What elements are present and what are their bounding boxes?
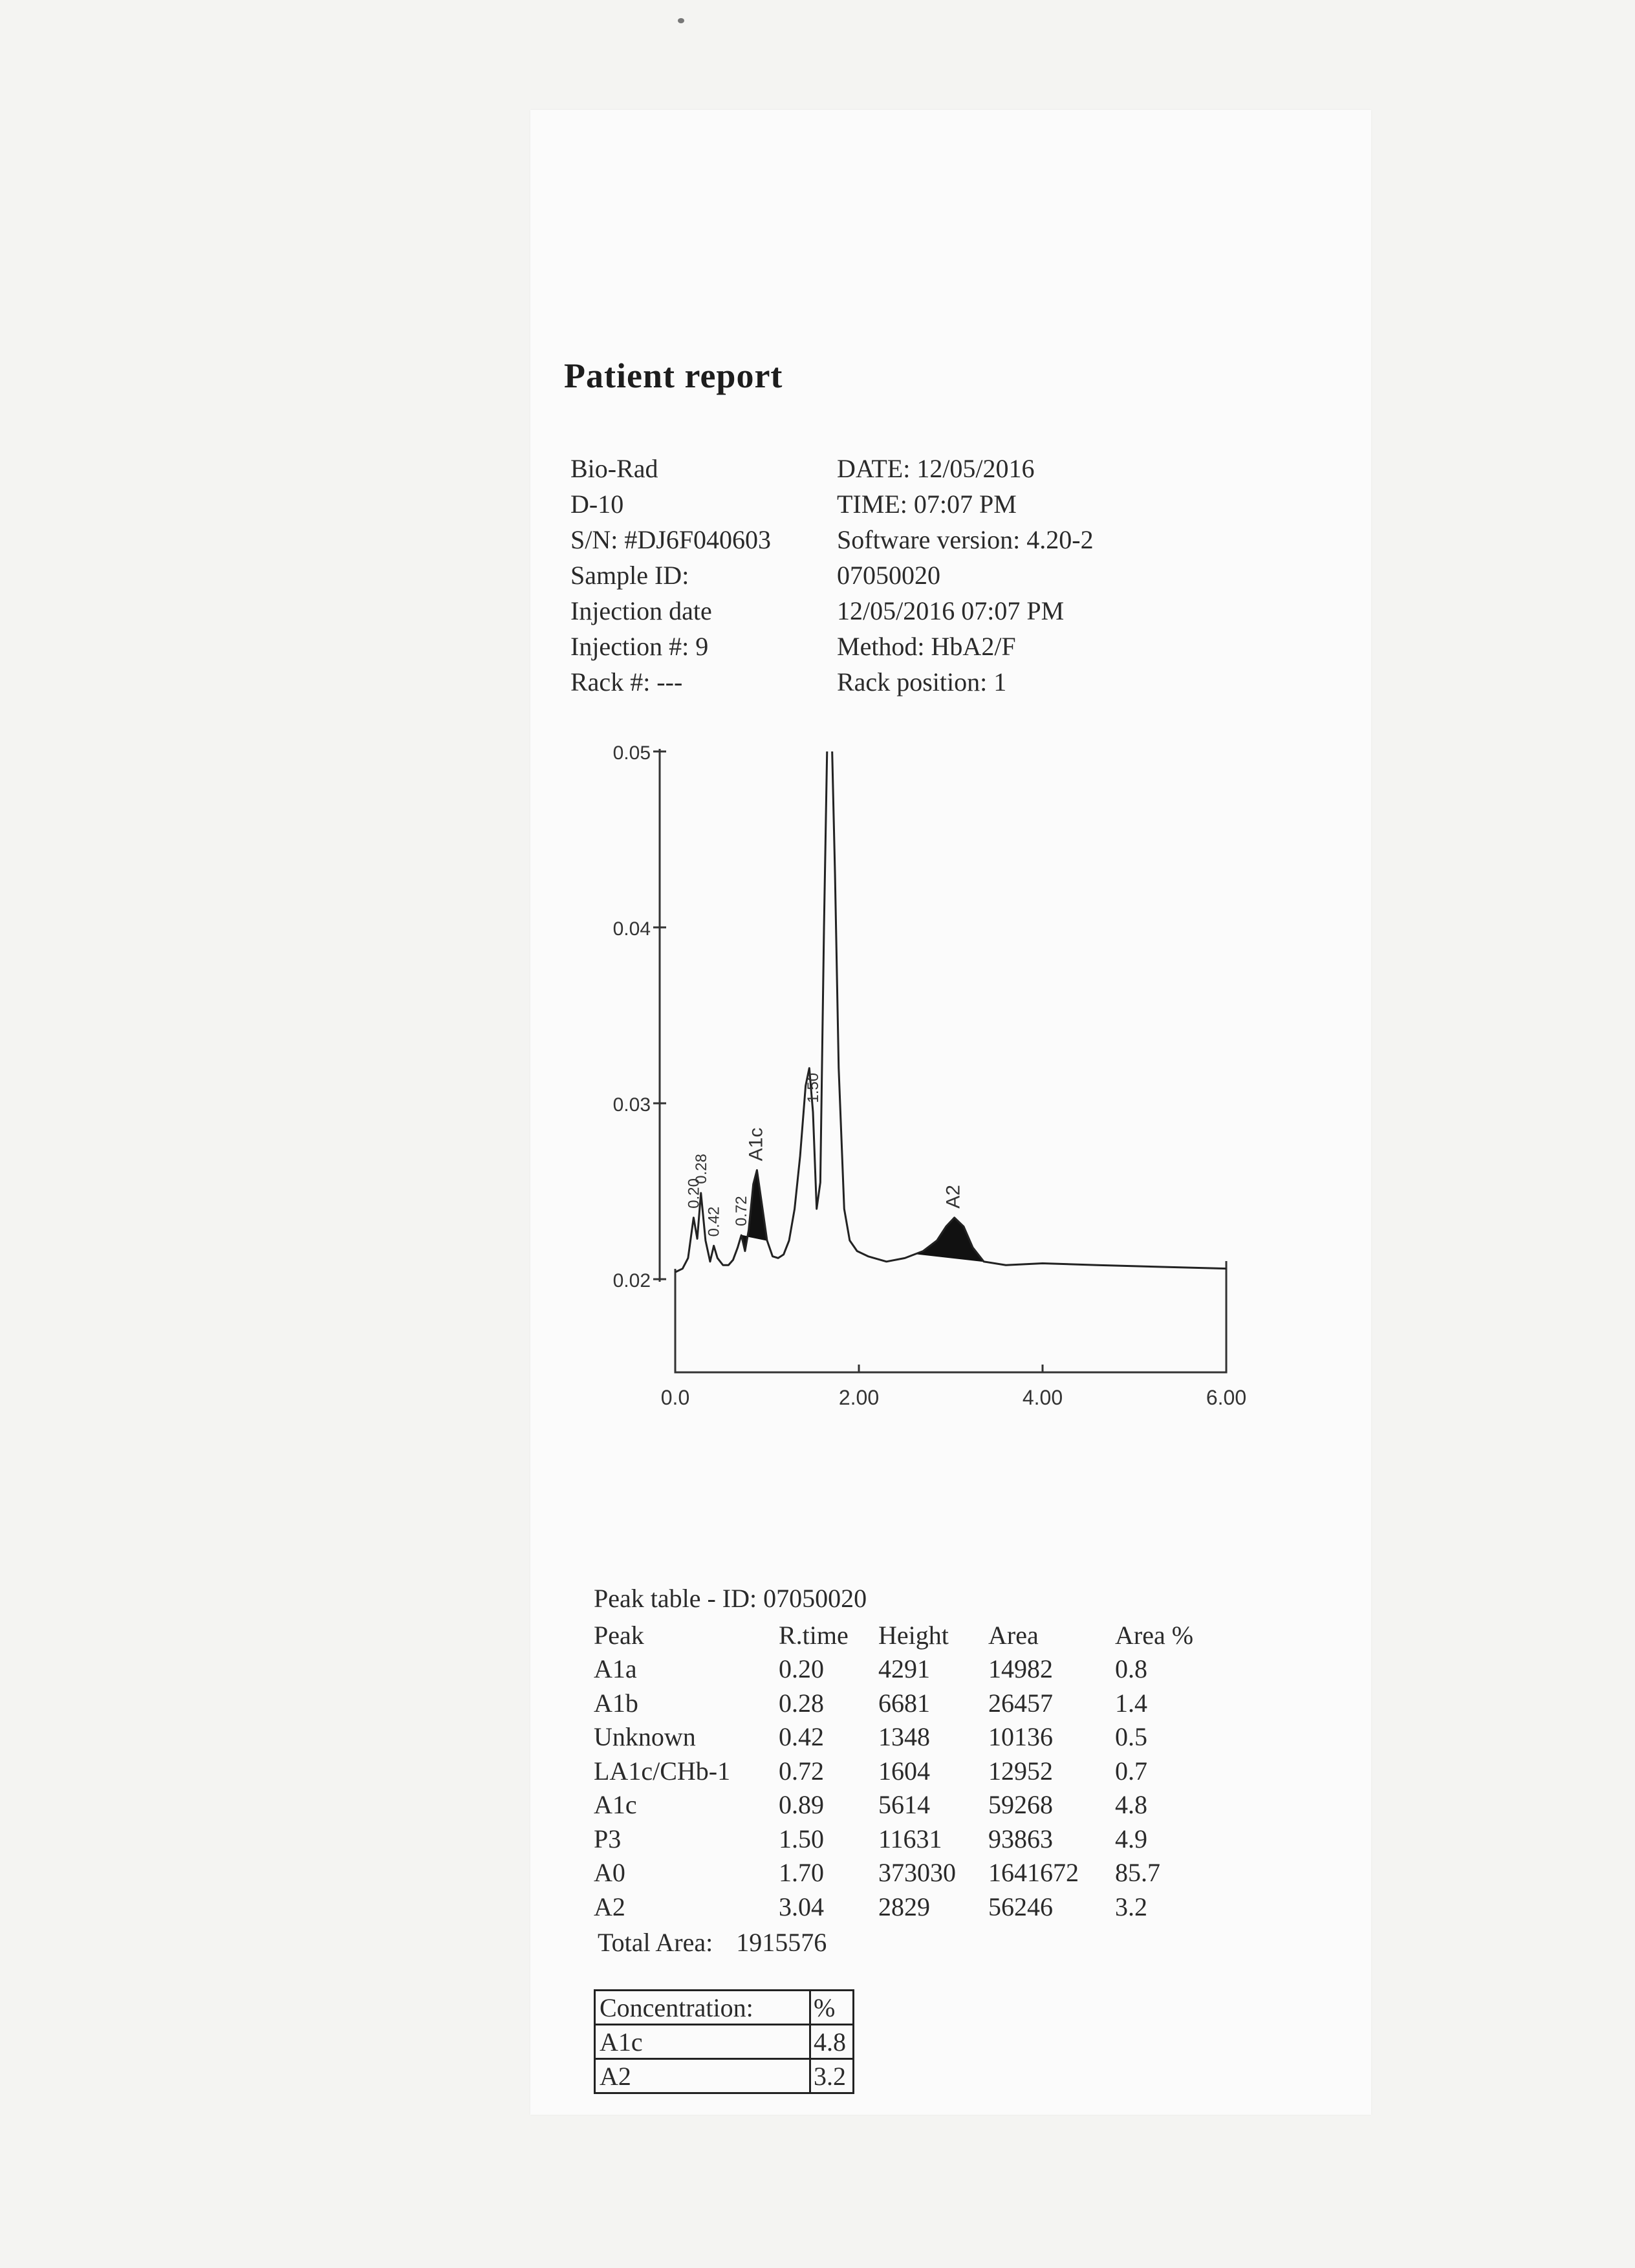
x-tick-label: 2.00 — [838, 1386, 880, 1409]
table-cell: 0.8 — [1115, 1654, 1147, 1684]
header-field-right: Software version: 4.20-2 — [837, 525, 1094, 554]
table-row — [594, 1856, 1218, 1890]
table-cell: 3.2 — [1115, 1892, 1147, 1921]
table-cell: 10136 — [988, 1722, 1053, 1752]
table-cell: A1b — [594, 1688, 638, 1718]
table-cell: 85.7 — [1115, 1858, 1160, 1888]
header-field-left: D-10 — [570, 490, 624, 519]
table-cell: 0.28 — [779, 1688, 824, 1718]
table-cell: A1c — [595, 2025, 810, 2059]
table-cell: Height — [878, 1620, 949, 1650]
peak-label: A2 — [942, 1185, 964, 1209]
header-field-left: Rack #: --- — [570, 667, 683, 697]
x-tick-label: 6.00 — [1206, 1386, 1247, 1409]
table-row — [594, 1720, 1218, 1755]
table-row — [595, 2025, 854, 2059]
table-row — [594, 1652, 1218, 1687]
table-cell: 1604 — [878, 1756, 930, 1786]
table-cell: 1.50 — [779, 1824, 824, 1853]
table-cell: A2 — [595, 2059, 810, 2093]
total-area — [598, 1927, 827, 1958]
x-axis-frame — [675, 1261, 1226, 1372]
table-cell: 373030 — [878, 1858, 956, 1888]
table-cell: 0.89 — [779, 1790, 824, 1820]
header-field-right: Rack position: 1 — [837, 667, 1007, 697]
header-field-left: Bio-Rad — [570, 454, 658, 483]
header-field-left: S/N: #DJ6F040603 — [570, 525, 772, 554]
table-cell: 4.8 — [810, 2025, 854, 2059]
header-field-left: Injection date — [570, 596, 712, 625]
header-field-right: 12/05/2016 07:07 PM — [837, 596, 1065, 625]
table-cell: 1.4 — [1115, 1688, 1147, 1718]
total-area-label: Total Area: — [598, 1928, 713, 1957]
table-cell: 14982 — [988, 1654, 1053, 1684]
table-cell: 2829 — [878, 1892, 930, 1921]
table-cell: A1a — [594, 1654, 637, 1684]
table-cell: LA1c/CHb-1 — [594, 1756, 731, 1786]
peak-table-title: Peak table - ID: 07050020 — [594, 1584, 867, 1613]
header-field-left: Injection #: 9 — [570, 632, 709, 661]
table-cell: 1348 — [878, 1722, 930, 1752]
y-tick-label: 0.04 — [612, 918, 651, 940]
table-cell: 4.9 — [1115, 1824, 1147, 1853]
table-cell: 6681 — [878, 1688, 930, 1718]
table-cell: Area — [988, 1620, 1039, 1650]
peak-label: 0.20 — [685, 1178, 703, 1209]
header-field-right: 07050020 — [837, 561, 940, 590]
peak-label: 1.50 — [805, 1072, 822, 1103]
concentration-header — [595, 1991, 854, 2025]
table-row — [594, 1754, 1218, 1788]
filled-peak-A2 — [916, 1218, 984, 1262]
y-tick-label: 0.05 — [612, 742, 651, 764]
table-cell: 0.42 — [779, 1722, 824, 1752]
table-cell: R.time — [779, 1620, 849, 1650]
table-cell: 3.04 — [779, 1892, 824, 1921]
peak-label: A1c — [745, 1127, 767, 1161]
header-field-right: Method: HbA2/F — [837, 632, 1016, 661]
table-cell: 1.70 — [779, 1858, 824, 1888]
total-area-value: 1915576 — [736, 1928, 827, 1957]
table-cell: Unknown — [594, 1722, 696, 1752]
header-field-left: Sample ID: — [570, 561, 689, 590]
table-cell: Concentration: — [595, 1991, 810, 2025]
table-cell: Peak — [594, 1620, 644, 1650]
peak-table — [594, 1618, 1218, 1924]
table-cell: A0 — [594, 1858, 625, 1888]
report-title: Patient report — [564, 356, 783, 395]
concentration-table — [594, 1989, 854, 2094]
table-cell: 11631 — [878, 1824, 942, 1853]
y-tick-label: 0.02 — [612, 1270, 651, 1291]
peak-label: 0.28 — [692, 1154, 710, 1184]
header-field-right: TIME: 07:07 PM — [837, 490, 1017, 519]
table-cell: 4.8 — [1115, 1790, 1147, 1820]
table-cell: 0.5 — [1115, 1722, 1147, 1752]
table-cell: % — [810, 1991, 854, 2025]
table-cell: 12952 — [988, 1756, 1053, 1786]
x-tick-label: 0.0 — [660, 1386, 690, 1409]
table-cell: A2 — [594, 1892, 625, 1921]
table-cell: 1641672 — [988, 1858, 1079, 1888]
y-tick-label: 0.03 — [612, 1094, 651, 1116]
table-row — [594, 1890, 1218, 1924]
table-cell: 3.2 — [810, 2059, 854, 2093]
table-row — [594, 1788, 1218, 1822]
table-cell: A1c — [594, 1790, 637, 1820]
table-cell: 26457 — [988, 1688, 1053, 1718]
table-cell: 5614 — [878, 1790, 930, 1820]
table-row — [594, 1822, 1218, 1856]
peak-label: 0.42 — [705, 1206, 723, 1237]
table-cell: 56246 — [988, 1892, 1053, 1921]
table-cell: P3 — [594, 1824, 622, 1853]
peak-label: 0.72 — [733, 1196, 751, 1226]
table-row — [594, 1686, 1218, 1720]
table-cell: 0.7 — [1115, 1756, 1147, 1786]
x-tick-label: 4.00 — [1022, 1386, 1063, 1409]
table-cell: 0.20 — [779, 1654, 824, 1684]
peak-table-header — [594, 1618, 1218, 1652]
table-row — [595, 2059, 854, 2093]
table-cell: 0.72 — [779, 1756, 824, 1786]
table-cell: 4291 — [878, 1654, 930, 1684]
header-field-right: DATE: 12/05/2016 — [837, 454, 1035, 483]
table-cell: 93863 — [988, 1824, 1053, 1853]
table-cell: Area % — [1115, 1620, 1194, 1650]
table-cell: 59268 — [988, 1790, 1053, 1820]
